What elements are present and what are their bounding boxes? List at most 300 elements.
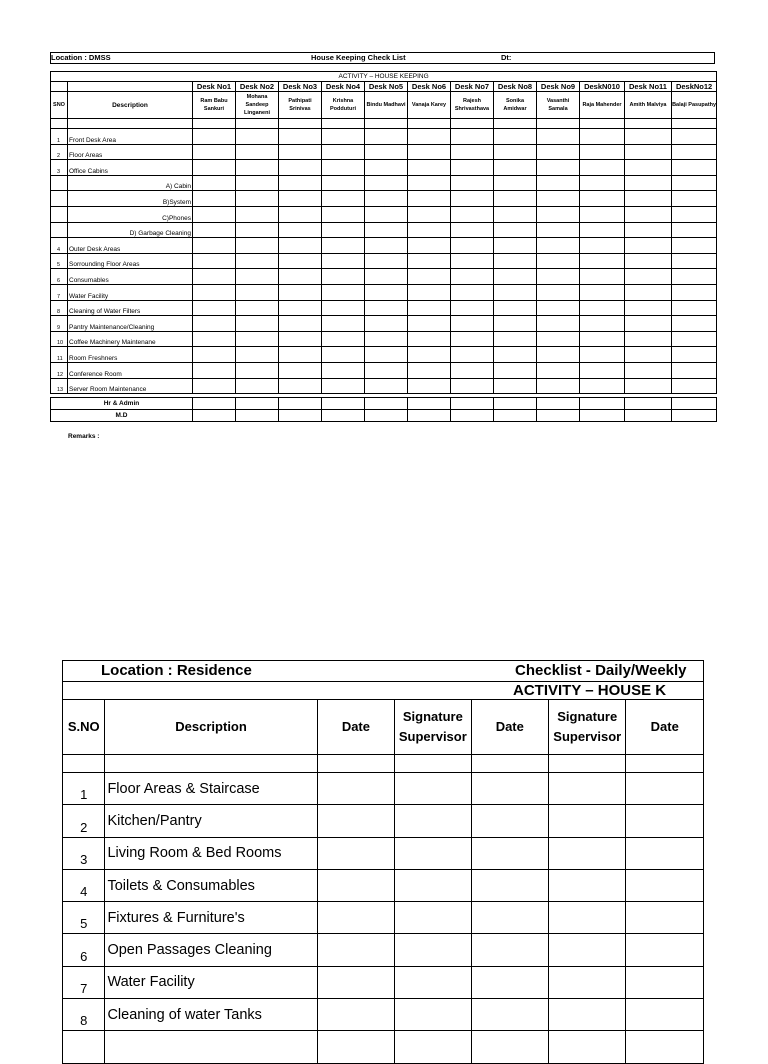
check-cell[interactable]: [236, 300, 279, 316]
check-cell[interactable]: [322, 222, 365, 238]
entry-cell[interactable]: [471, 934, 548, 966]
signoff-cell[interactable]: [672, 410, 717, 422]
check-cell[interactable]: [365, 175, 408, 191]
check-cell[interactable]: [451, 144, 494, 160]
row-description: Front Desk Area: [68, 129, 193, 145]
check-cell[interactable]: [625, 191, 672, 207]
check-cell[interactable]: [580, 331, 625, 347]
check-cell[interactable]: [236, 191, 279, 207]
check-cell[interactable]: [537, 206, 580, 222]
desk-person-name: Vanaja Karey: [408, 92, 451, 119]
check-cell[interactable]: [193, 175, 236, 191]
check-cell[interactable]: [236, 269, 279, 285]
entry-cell[interactable]: [549, 934, 626, 966]
entry-cell[interactable]: [395, 869, 471, 901]
signoff-cell[interactable]: [625, 410, 672, 422]
row-sno: 12: [51, 362, 68, 378]
check-cell[interactable]: [672, 269, 717, 285]
desk-person-name: Vasanthi Samala: [537, 92, 580, 119]
check-cell[interactable]: [494, 316, 537, 332]
check-cell[interactable]: [580, 129, 625, 145]
entry-cell[interactable]: [395, 999, 471, 1031]
check-cell[interactable]: [672, 362, 717, 378]
check-cell[interactable]: [408, 222, 451, 238]
check-cell[interactable]: [236, 284, 279, 300]
row-sno: 5: [51, 253, 68, 269]
check-cell[interactable]: [494, 206, 537, 222]
check-cell[interactable]: [625, 284, 672, 300]
check-cell[interactable]: [494, 175, 537, 191]
desk-header: Desk No6: [408, 82, 451, 92]
check-cell[interactable]: [322, 316, 365, 332]
check-cell[interactable]: [279, 175, 322, 191]
check-cell[interactable]: [322, 347, 365, 363]
check-cell[interactable]: [408, 144, 451, 160]
check-cell[interactable]: [322, 206, 365, 222]
entry-cell[interactable]: [395, 902, 471, 934]
entry-cell[interactable]: [471, 805, 548, 837]
check-cell[interactable]: [236, 316, 279, 332]
check-cell[interactable]: [322, 362, 365, 378]
check-cell[interactable]: [625, 378, 672, 394]
entry-cell[interactable]: [471, 1031, 548, 1063]
check-cell[interactable]: [494, 300, 537, 316]
check-cell[interactable]: [322, 129, 365, 145]
check-cell[interactable]: [408, 160, 451, 176]
check-cell[interactable]: [537, 362, 580, 378]
check-cell[interactable]: [672, 129, 717, 145]
check-cell[interactable]: [322, 191, 365, 207]
check-cell[interactable]: [408, 175, 451, 191]
check-cell[interactable]: [279, 238, 322, 254]
entry-cell[interactable]: [626, 934, 704, 966]
check-cell[interactable]: [537, 238, 580, 254]
sheet2-title: Checklist - Daily/Weekly: [471, 661, 703, 682]
blank-cell: [105, 755, 317, 773]
check-cell[interactable]: [580, 362, 625, 378]
signoff-cell[interactable]: [193, 410, 236, 422]
check-cell[interactable]: [451, 206, 494, 222]
check-cell[interactable]: [537, 222, 580, 238]
check-cell[interactable]: [494, 222, 537, 238]
check-cell[interactable]: [236, 331, 279, 347]
check-cell[interactable]: [279, 160, 322, 176]
check-cell[interactable]: [494, 269, 537, 285]
check-cell[interactable]: [279, 331, 322, 347]
check-cell[interactable]: [365, 347, 408, 363]
entry-cell[interactable]: [317, 934, 394, 966]
check-cell[interactable]: [365, 160, 408, 176]
check-cell[interactable]: [236, 253, 279, 269]
check-cell[interactable]: [537, 144, 580, 160]
check-cell[interactable]: [625, 347, 672, 363]
signoff-cell[interactable]: [537, 398, 580, 410]
row-description: Room Freshners: [68, 347, 193, 363]
signoff-cell[interactable]: [451, 410, 494, 422]
entry-cell[interactable]: [471, 837, 548, 869]
signoff-cell[interactable]: [279, 410, 322, 422]
signoff-cell[interactable]: [494, 398, 537, 410]
check-cell[interactable]: [580, 347, 625, 363]
check-cell[interactable]: [580, 284, 625, 300]
check-cell[interactable]: [451, 253, 494, 269]
signoff-cell[interactable]: [365, 410, 408, 422]
check-cell[interactable]: [365, 300, 408, 316]
entry-cell[interactable]: [395, 1031, 471, 1063]
check-cell[interactable]: [365, 222, 408, 238]
table-row: [51, 191, 717, 207]
check-cell[interactable]: [365, 331, 408, 347]
check-cell[interactable]: [580, 206, 625, 222]
check-cell[interactable]: [408, 378, 451, 394]
check-cell[interactable]: [672, 300, 717, 316]
check-cell[interactable]: [580, 269, 625, 285]
check-cell[interactable]: [580, 253, 625, 269]
signoff-cell[interactable]: [322, 398, 365, 410]
check-cell[interactable]: [537, 269, 580, 285]
check-cell[interactable]: [672, 191, 717, 207]
check-cell[interactable]: [193, 160, 236, 176]
check-cell[interactable]: [322, 300, 365, 316]
check-cell[interactable]: [236, 144, 279, 160]
entry-cell[interactable]: [395, 934, 471, 966]
entry-cell[interactable]: [317, 837, 394, 869]
check-cell[interactable]: [365, 284, 408, 300]
check-cell[interactable]: [236, 347, 279, 363]
check-cell[interactable]: [236, 238, 279, 254]
entry-cell[interactable]: [317, 999, 394, 1031]
check-cell[interactable]: [365, 191, 408, 207]
check-cell[interactable]: [236, 206, 279, 222]
check-cell[interactable]: [625, 331, 672, 347]
check-cell[interactable]: [236, 378, 279, 394]
entry-cell[interactable]: [626, 902, 704, 934]
check-cell[interactable]: [408, 238, 451, 254]
check-cell[interactable]: [672, 316, 717, 332]
check-cell[interactable]: [322, 269, 365, 285]
signoff-cell[interactable]: [408, 398, 451, 410]
check-cell[interactable]: [322, 238, 365, 254]
entry-cell[interactable]: [626, 837, 704, 869]
entry-cell[interactable]: [471, 773, 548, 805]
row-description: Fixtures & Furniture's: [105, 902, 317, 934]
entry-cell[interactable]: [626, 1031, 704, 1063]
check-cell[interactable]: [408, 191, 451, 207]
check-cell[interactable]: [236, 160, 279, 176]
entry-cell[interactable]: [549, 1031, 626, 1063]
check-cell[interactable]: [580, 160, 625, 176]
check-cell[interactable]: [279, 206, 322, 222]
check-cell[interactable]: [625, 269, 672, 285]
entry-cell[interactable]: [626, 869, 704, 901]
check-cell[interactable]: [494, 129, 537, 145]
check-cell[interactable]: [365, 144, 408, 160]
entry-cell[interactable]: [317, 902, 394, 934]
signoff-cell[interactable]: [625, 398, 672, 410]
entry-cell[interactable]: [471, 902, 548, 934]
check-cell[interactable]: [672, 347, 717, 363]
entry-cell[interactable]: [549, 902, 626, 934]
check-cell[interactable]: [193, 191, 236, 207]
check-cell[interactable]: [408, 284, 451, 300]
check-cell[interactable]: [408, 253, 451, 269]
check-cell[interactable]: [494, 362, 537, 378]
check-cell[interactable]: [580, 175, 625, 191]
check-cell[interactable]: [494, 331, 537, 347]
check-cell[interactable]: [494, 347, 537, 363]
check-cell[interactable]: [625, 206, 672, 222]
check-cell[interactable]: [580, 238, 625, 254]
check-cell[interactable]: [365, 269, 408, 285]
check-cell[interactable]: [279, 284, 322, 300]
check-cell[interactable]: [672, 284, 717, 300]
check-cell[interactable]: [365, 378, 408, 394]
check-cell[interactable]: [537, 253, 580, 269]
check-cell[interactable]: [625, 300, 672, 316]
check-cell[interactable]: [322, 378, 365, 394]
column-header: Date: [471, 700, 548, 755]
check-cell[interactable]: [672, 160, 717, 176]
check-cell[interactable]: [322, 284, 365, 300]
row-sno: 3: [63, 837, 105, 869]
check-cell[interactable]: [365, 129, 408, 145]
check-cell[interactable]: [322, 144, 365, 160]
check-cell[interactable]: [408, 316, 451, 332]
check-cell[interactable]: [537, 378, 580, 394]
check-cell[interactable]: [408, 347, 451, 363]
check-cell[interactable]: [451, 331, 494, 347]
check-cell[interactable]: [322, 331, 365, 347]
check-cell[interactable]: [494, 238, 537, 254]
check-cell[interactable]: [672, 144, 717, 160]
check-cell[interactable]: [672, 253, 717, 269]
check-cell[interactable]: [625, 175, 672, 191]
check-cell[interactable]: [672, 238, 717, 254]
signoff-cell[interactable]: [580, 410, 625, 422]
check-cell[interactable]: [537, 129, 580, 145]
check-cell[interactable]: [580, 144, 625, 160]
check-cell[interactable]: [537, 191, 580, 207]
check-cell[interactable]: [537, 347, 580, 363]
check-cell[interactable]: [580, 300, 625, 316]
check-cell[interactable]: [193, 238, 236, 254]
check-cell[interactable]: [193, 129, 236, 145]
entry-cell[interactable]: [395, 837, 471, 869]
signoff-cell[interactable]: [494, 410, 537, 422]
check-cell[interactable]: [236, 222, 279, 238]
check-cell[interactable]: [537, 175, 580, 191]
check-cell[interactable]: [672, 331, 717, 347]
entry-cell[interactable]: [471, 869, 548, 901]
check-cell[interactable]: [279, 144, 322, 160]
signoff-cell[interactable]: [537, 410, 580, 422]
check-cell[interactable]: [451, 347, 494, 363]
check-cell[interactable]: [365, 238, 408, 254]
check-cell[interactable]: [625, 222, 672, 238]
check-cell[interactable]: [625, 129, 672, 145]
check-cell[interactable]: [625, 316, 672, 332]
check-cell[interactable]: [365, 253, 408, 269]
sno-header: S.NO: [63, 700, 105, 755]
check-cell[interactable]: [279, 300, 322, 316]
entry-cell[interactable]: [626, 966, 704, 998]
check-cell[interactable]: [279, 129, 322, 145]
check-cell[interactable]: [451, 222, 494, 238]
check-cell[interactable]: [408, 129, 451, 145]
row-sno: 7: [63, 966, 105, 998]
check-cell[interactable]: [625, 253, 672, 269]
check-cell[interactable]: [193, 347, 236, 363]
signoff-cell[interactable]: [365, 398, 408, 410]
check-cell[interactable]: [494, 191, 537, 207]
check-cell[interactable]: [625, 362, 672, 378]
check-cell[interactable]: [625, 144, 672, 160]
check-cell[interactable]: [672, 222, 717, 238]
check-cell[interactable]: [537, 284, 580, 300]
table-row: [51, 331, 717, 347]
check-cell[interactable]: [365, 316, 408, 332]
check-cell[interactable]: [193, 253, 236, 269]
check-cell[interactable]: [193, 331, 236, 347]
entry-cell[interactable]: [549, 805, 626, 837]
entry-cell[interactable]: [549, 869, 626, 901]
check-cell[interactable]: [625, 238, 672, 254]
check-cell[interactable]: [322, 175, 365, 191]
entry-cell[interactable]: [549, 999, 626, 1031]
check-cell[interactable]: [193, 206, 236, 222]
check-cell[interactable]: [451, 362, 494, 378]
check-cell[interactable]: [625, 160, 672, 176]
check-cell[interactable]: [672, 378, 717, 394]
check-cell[interactable]: [451, 129, 494, 145]
check-cell[interactable]: [365, 206, 408, 222]
row-sno: 5: [63, 902, 105, 934]
check-cell[interactable]: [279, 378, 322, 394]
check-cell[interactable]: [494, 378, 537, 394]
row-sno: 8: [63, 999, 105, 1031]
check-cell[interactable]: [193, 222, 236, 238]
signoff-row: [51, 410, 717, 422]
check-cell[interactable]: [279, 222, 322, 238]
entry-cell[interactable]: [471, 966, 548, 998]
check-cell[interactable]: [537, 160, 580, 176]
check-cell[interactable]: [672, 206, 717, 222]
entry-cell[interactable]: [549, 966, 626, 998]
check-cell[interactable]: [580, 378, 625, 394]
sheet1-header: [50, 52, 715, 64]
desk-header: Desk No2: [236, 82, 279, 92]
entry-cell[interactable]: [471, 999, 548, 1031]
check-cell[interactable]: [193, 300, 236, 316]
check-cell[interactable]: [537, 316, 580, 332]
signoff-cell[interactable]: [236, 410, 279, 422]
check-cell[interactable]: [537, 300, 580, 316]
check-cell[interactable]: [193, 316, 236, 332]
entry-cell[interactable]: [549, 837, 626, 869]
check-cell[interactable]: [451, 300, 494, 316]
signoff-cell[interactable]: [322, 410, 365, 422]
blank-cell: [408, 119, 451, 129]
entry-cell[interactable]: [549, 773, 626, 805]
check-cell[interactable]: [279, 253, 322, 269]
check-cell[interactable]: [236, 129, 279, 145]
signoff-cell[interactable]: [451, 398, 494, 410]
check-cell[interactable]: [451, 284, 494, 300]
check-cell[interactable]: [451, 269, 494, 285]
entry-cell[interactable]: [626, 773, 704, 805]
check-cell[interactable]: [451, 238, 494, 254]
signoff-cell[interactable]: [580, 398, 625, 410]
row-sno: 1: [51, 129, 68, 145]
signoff-cell[interactable]: [672, 398, 717, 410]
check-cell[interactable]: [408, 300, 451, 316]
check-cell[interactable]: [279, 316, 322, 332]
check-cell[interactable]: [494, 144, 537, 160]
check-cell[interactable]: [580, 222, 625, 238]
check-cell[interactable]: [322, 160, 365, 176]
entry-cell[interactable]: [626, 805, 704, 837]
check-cell[interactable]: [236, 362, 279, 378]
entry-cell[interactable]: [395, 966, 471, 998]
signoff-cell[interactable]: [193, 398, 236, 410]
entry-cell[interactable]: [317, 966, 394, 998]
check-cell[interactable]: [672, 175, 717, 191]
signoff-cell[interactable]: [408, 410, 451, 422]
check-cell[interactable]: [451, 316, 494, 332]
check-cell[interactable]: [236, 175, 279, 191]
check-cell[interactable]: [279, 191, 322, 207]
check-cell[interactable]: [365, 362, 408, 378]
check-cell[interactable]: [322, 253, 365, 269]
check-cell[interactable]: [580, 316, 625, 332]
entry-cell[interactable]: [317, 805, 394, 837]
check-cell[interactable]: [451, 175, 494, 191]
check-cell[interactable]: [537, 331, 580, 347]
check-cell[interactable]: [279, 269, 322, 285]
check-cell[interactable]: [494, 284, 537, 300]
signoff-cell[interactable]: [279, 398, 322, 410]
check-cell[interactable]: [279, 362, 322, 378]
check-cell[interactable]: [408, 269, 451, 285]
entry-cell[interactable]: [317, 773, 394, 805]
entry-cell[interactable]: [317, 869, 394, 901]
check-cell[interactable]: [193, 362, 236, 378]
check-cell[interactable]: [494, 253, 537, 269]
entry-cell[interactable]: [626, 999, 704, 1031]
check-cell[interactable]: [193, 269, 236, 285]
blank-cell: [68, 82, 193, 92]
check-cell[interactable]: [193, 144, 236, 160]
check-cell[interactable]: [408, 206, 451, 222]
check-cell[interactable]: [451, 160, 494, 176]
check-cell[interactable]: [451, 378, 494, 394]
entry-cell[interactable]: [395, 805, 471, 837]
check-cell[interactable]: [408, 331, 451, 347]
row-description: [105, 1031, 317, 1063]
entry-cell[interactable]: [317, 1031, 394, 1063]
check-cell[interactable]: [193, 378, 236, 394]
check-cell[interactable]: [408, 362, 451, 378]
check-cell[interactable]: [580, 191, 625, 207]
check-cell[interactable]: [279, 347, 322, 363]
check-cell[interactable]: [451, 191, 494, 207]
row-description: Floor Areas & Staircase: [105, 773, 317, 805]
check-cell[interactable]: [193, 284, 236, 300]
entry-cell[interactable]: [395, 773, 471, 805]
check-cell[interactable]: [494, 160, 537, 176]
row-sno: 1: [63, 773, 105, 805]
signoff-cell[interactable]: [236, 398, 279, 410]
